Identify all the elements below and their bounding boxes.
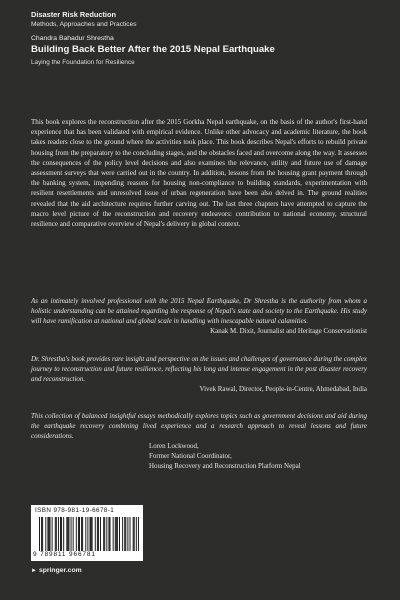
quote-attribution: Vivek Rawal, Director, People-in-Centre, Ahmedabad, India [199,385,367,393]
publisher-link[interactable] [31,567,82,574]
book-subtitle: Laying the Foundation for Resilience [31,59,135,66]
cover-header [31,10,376,67]
arrow-right-icon: ► [31,567,37,574]
isbn-label: ISBN 978-981-19-6678-1 [35,507,115,514]
endorsement-quote [31,354,367,394]
publisher-url: springer.com [38,567,82,574]
book-description: This book explores the reconstruction after the 2015 Gorkha Nepal earthquake, on the basis of the author's first-hand experience that has been validated with empirical evidence. Unlike other advocacy and academic literature, the book takes readers close to the ground where the activities took place. This book describes Nepal's efforts to rebuild private housing from the preparatory to the concluding stages, and the obstacles faced and overcome along the way. It assesses the consequences of the policy level decisions and also examines the relevance, utility and future use of damage assessment surveys that were carried out in the country. In addition, lessons from the housing grant payment through the banking system, impending reasons for housing non-compliance to building standards, experimentation with resilient resettlements and unresolved issue of urban regeneration have been also delved in. The ground realities revealed that the aid architecture requires further carving out. The last three chapters have attempted to capture the macro level picture of the reconstruction and recovery endeavors: contribution to national economy, structural resilience and comparative overview of Nepal's delivery in global context. [31,118,367,229]
book-title: Building Back Better After the 2015 Nepal Earthquake [31,44,275,55]
endorsement-quote [31,411,367,471]
attribution-line: Housing Recovery and Reconstruction Platform Nepal [149,462,301,470]
barcode-digits: 9 789811 966781 [33,551,96,558]
series-title: Disaster Risk Reduction [31,10,117,19]
quote-text: Dr. Shrestha's book provides rare insight and perspective on the issues and challenges of governance during the complex journey to reconstruction and future resilience, reflecting his long and intense engagement in the post disaster recovery and reconstruction. [31,355,367,383]
attribution-line: Former National Coordinator, [149,452,232,460]
barcode-bars [39,517,139,551]
author-name: Chandra Bahadur Shrestha [31,35,114,42]
quote-attribution [149,441,367,471]
endorsement-quote [31,296,367,336]
quote-attribution: Kanak M. Dixit, Journalist and Heritage Conservationist [210,327,367,335]
isbn-barcode [31,505,143,561]
series-subtitle: Methods, Approaches and Practices [31,21,137,28]
quote-text: This collection of balanced insightful essays methodically explores topics such as government decisions and aid during the earthquake recovery combining lived experience and a research approach to reveal lessons and future considerations. [31,412,367,440]
quote-text: As an intimately involved professional with the 2015 Nepal Earthquake, Dr Shrestha is the authority from whom a holistic understanding can be attained regarding the response of Nepal's state and society to the Earthquake. His study will have ramification at national and global scale in handling with inescapable natural calamities. [31,297,367,325]
attribution-line: Loren Lockwood, [149,442,199,450]
